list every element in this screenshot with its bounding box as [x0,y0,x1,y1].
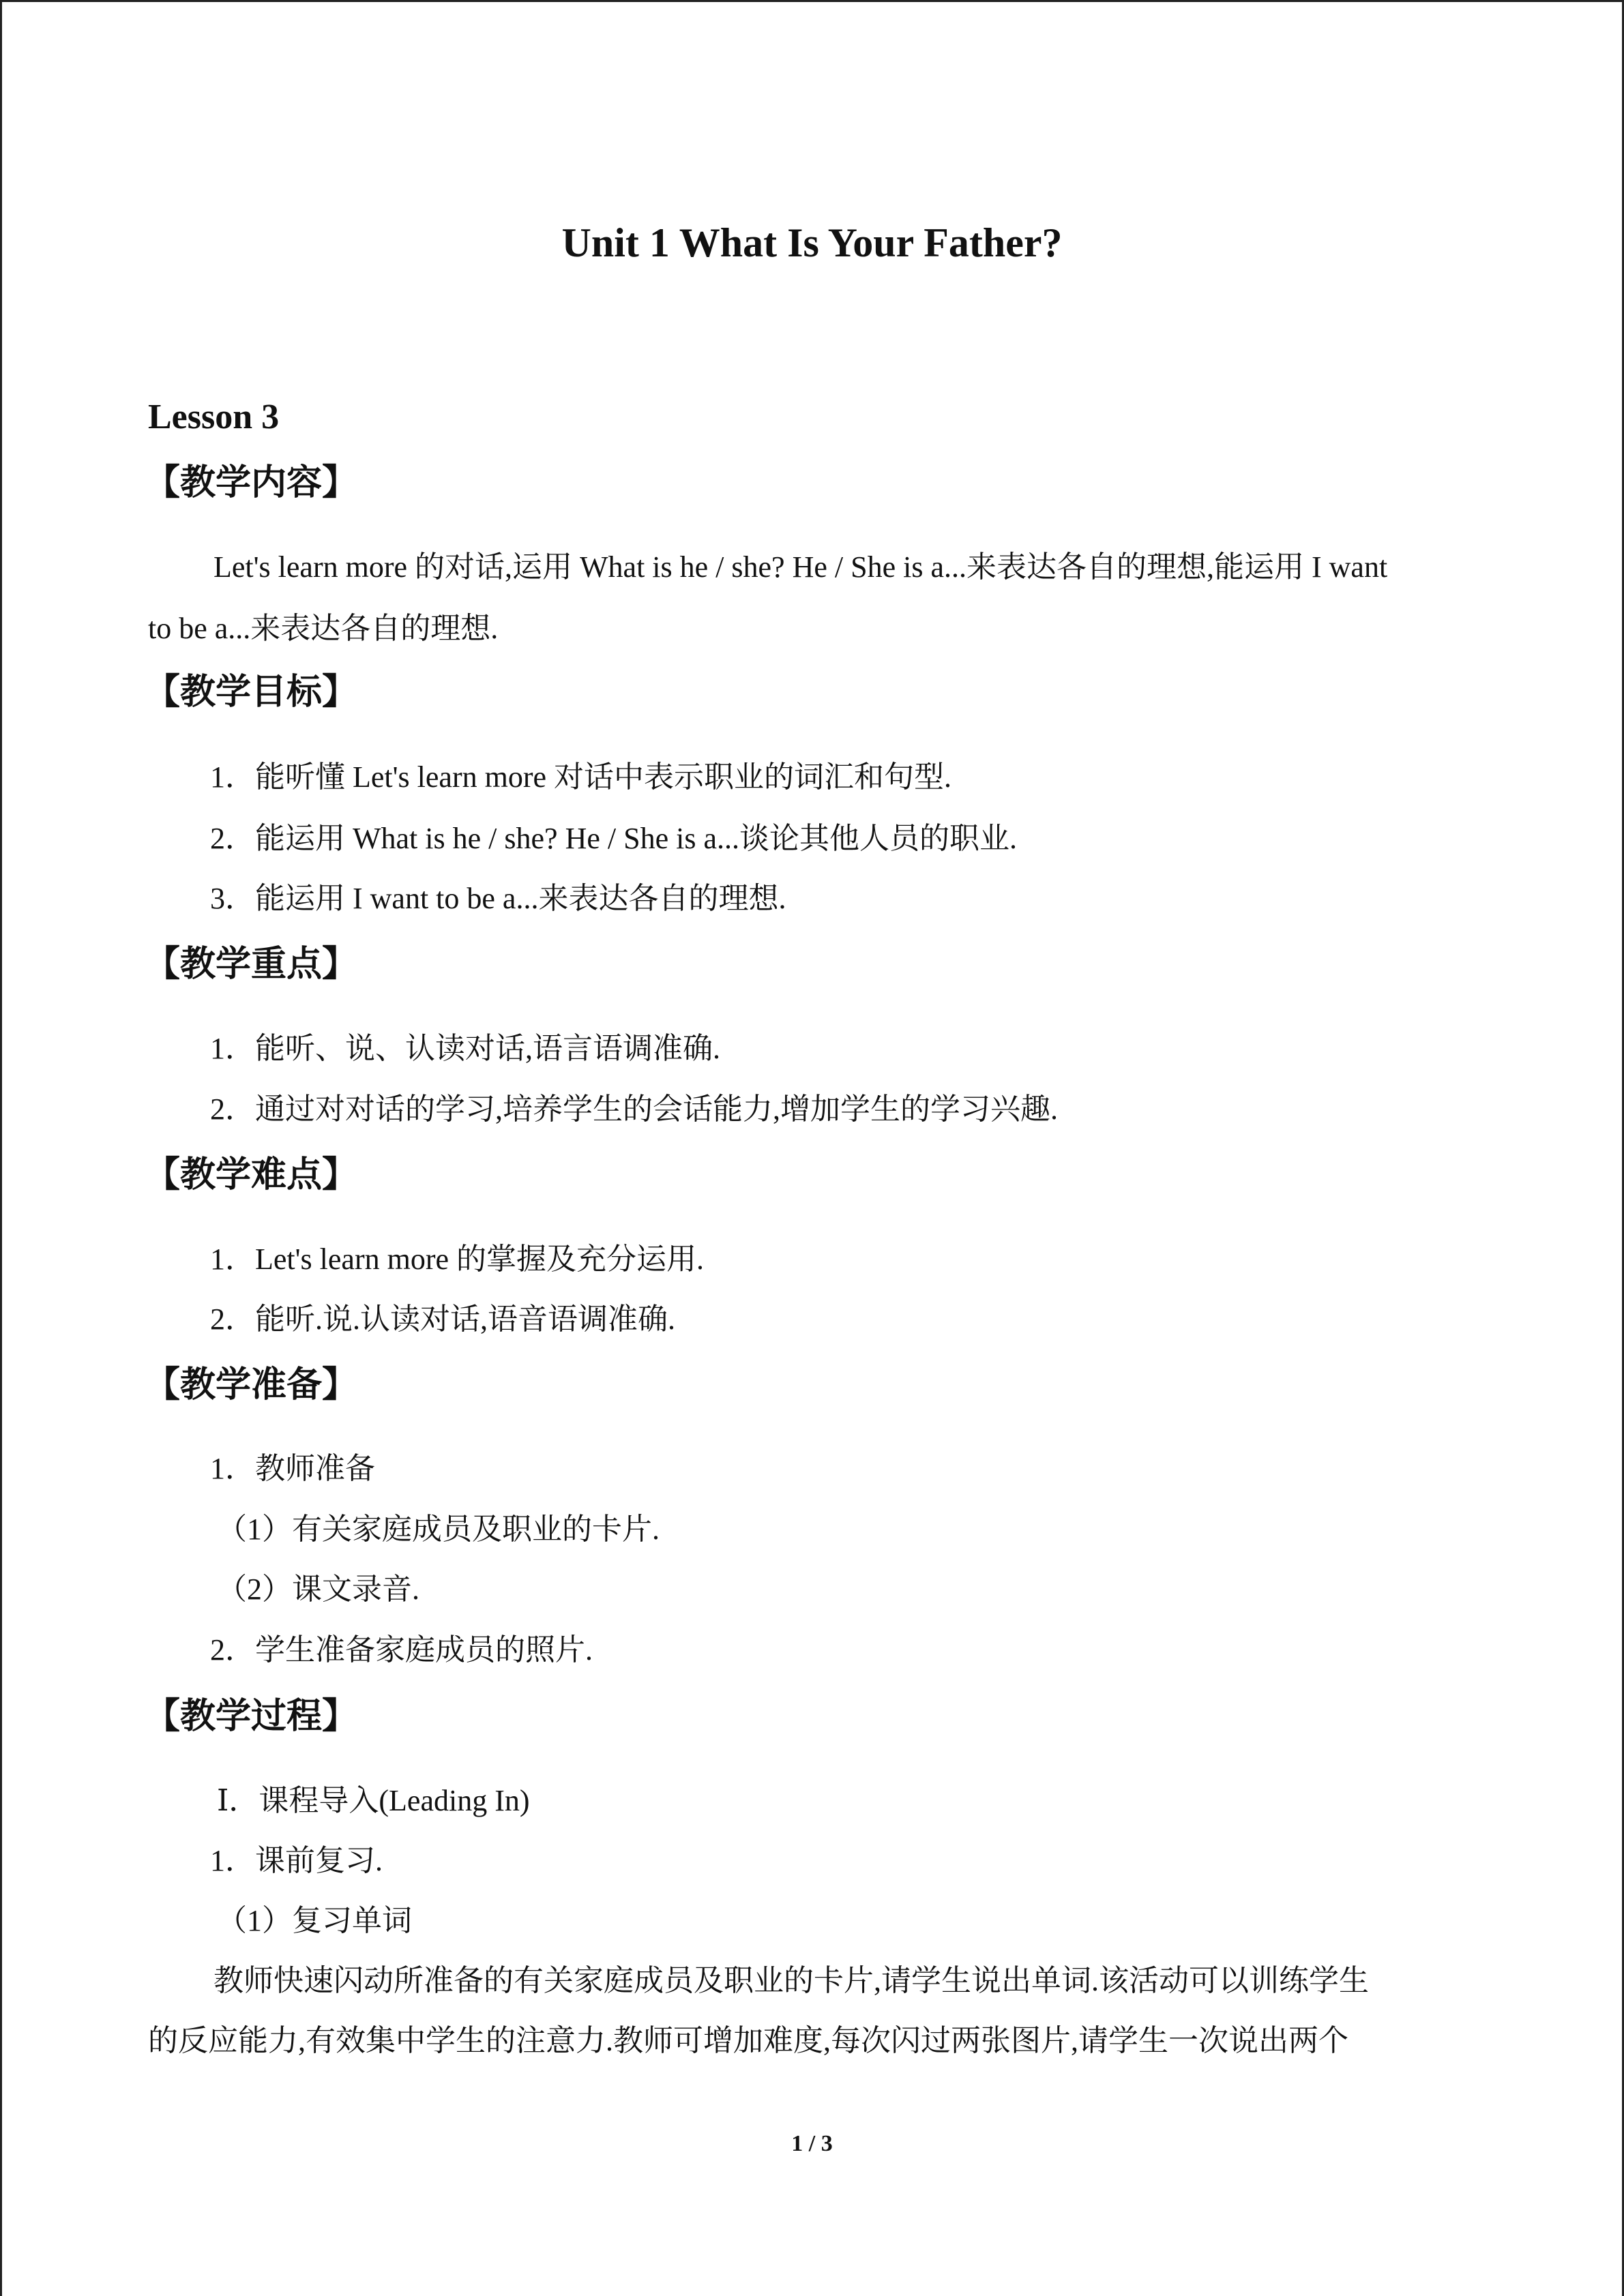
preparation-subitem-cards: （1）有关家庭成员及职业的卡片. [217,1512,660,1546]
objective-item-1: 1．能听懂 Let's learn more 对话中表示职业的词汇和句型. [210,760,952,794]
section-heading-key-points: 【教学重点】 [145,944,358,985]
section-heading-objectives: 【教学目标】 [145,672,358,713]
process-subitem-words: （1）复习单词 [217,1904,412,1937]
key-point-item-1: 1．能听、说、认读对话,语言语调准确. [210,1032,720,1065]
section-heading-process: 【教学过程】 [145,1696,358,1737]
process-step-leading-in: Ⅰ．课程导入(Leading In) [217,1784,530,1817]
process-paragraph-line-1: 教师快速闪动所准备的有关家庭成员及职业的卡片,请学生说出单词.该活动可以训练学生 [213,1964,1369,1997]
content-paragraph-line-2: to be a...来表达各自的理想. [148,612,499,645]
process-paragraph-line-2: 的反应能力,有效集中学生的注意力.教师可增加难度,每次闪过两张图片,请学生一次说出两个 [148,2024,1348,2057]
difficulty-item-2: 2．能听.说.认读对话,语音语调准确. [210,1302,675,1336]
lesson-label: Lesson 3 [148,398,280,436]
preparation-item-students: 2．学生准备家庭成员的照片. [210,1633,593,1667]
content-paragraph-line-1: Let's learn more 的对话,运用 What is he / she? He / She is a...来表达各自的理想,能运用 I want [213,550,1388,584]
objective-item-2: 2．能运用 What is he / she? He / She is a...谈论其他人员的职业. [210,822,1017,855]
page-number: 1 / 3 [791,2131,833,2156]
preparation-item-teacher: 1．教师准备 [210,1452,375,1485]
process-item-review: 1．课前复习. [210,1844,383,1877]
key-point-item-2: 2．通过对对话的学习,培养学生的会话能力,增加学生的学习兴趣. [210,1092,1058,1126]
difficulty-item-1: 1．Let's learn more 的掌握及充分运用. [210,1242,705,1276]
preparation-subitem-recording: （2）课文录音. [217,1572,419,1606]
document-title: Unit 1 What Is Your Father? [561,220,1063,265]
section-heading-preparation: 【教学准备】 [145,1365,358,1405]
section-heading-difficulties: 【教学难点】 [145,1154,358,1195]
objective-item-3: 3．能运用 I want to be a...来表达各自的理想. [210,882,786,915]
page-top-border [0,0,1624,2]
page-left-border [0,0,2,2296]
section-heading-content: 【教学内容】 [145,462,358,503]
